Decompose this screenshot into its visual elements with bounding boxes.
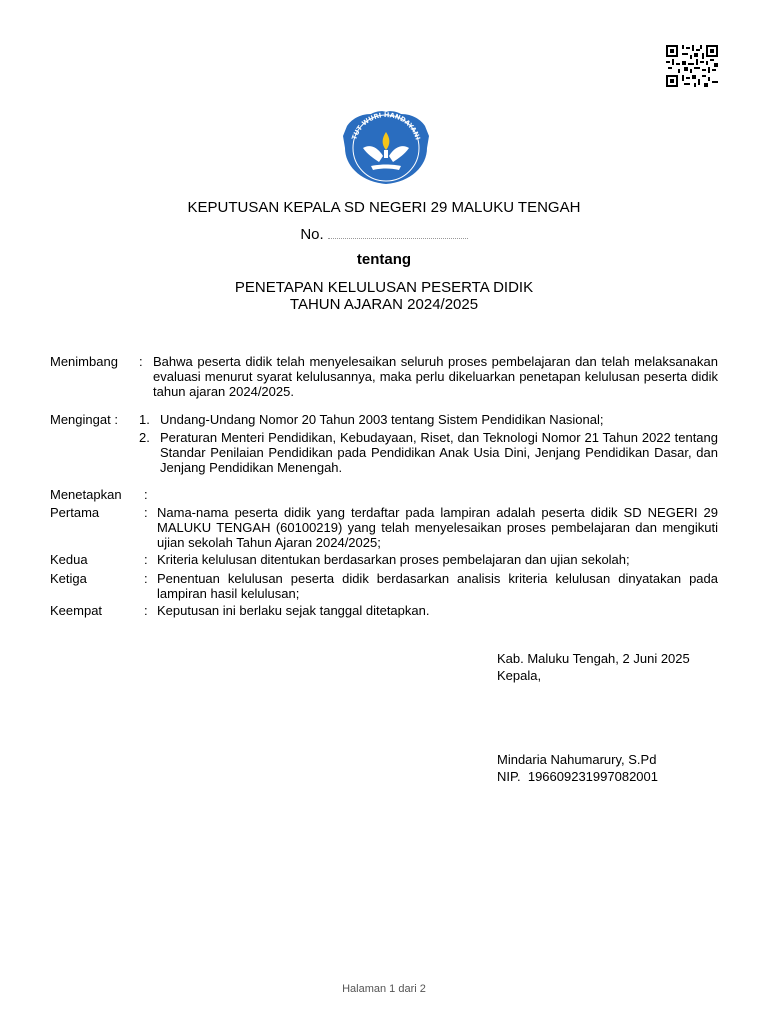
menetapkan-label: Menetapkan [50,487,122,502]
kedua-label: Kedua [50,552,88,567]
keempat-colon: : [144,603,148,618]
mengingat-item-1-number: 1. [139,412,150,427]
menimbang-colon: : [139,354,143,369]
mengingat-item-2-text: Peraturan Menteri Pendidikan, Kebudayaan, Riset, dan Teknologi Nomor 21 Tahun 2022 tentang Standar Penilaian Pendidikan pada Pendidikan Anak Usia Dini, Jenjang Pendidikan Dasar, dan Jenjang Pendidikan Menengah. [160,430,718,475]
document-title: KEPUTUSAN KEPALA SD NEGERI 29 MALUKU TENGAH [187,199,581,216]
kedua-section [50,552,718,568]
mengingat-item-1-text: Undang-Undang Nomor 20 Tahun 2003 tentang Sistem Pendidikan Nasional; [160,412,604,427]
tentang-label: tentang [356,251,412,268]
nip-label: NIP. [497,769,521,784]
keempat-label: Keempat [50,603,103,618]
menimbang-label: Menimbang [50,354,118,369]
number-blank [328,228,468,239]
ketiga-text: Penentuan kelulusan peserta didik berdasarkan analisis kriteria kelulusan dinyatakan pada lampiran hasil kelulusan; [157,571,718,601]
pertama-label: Pertama [50,505,100,520]
page-indicator: Halaman 1 dari 2 [342,983,426,995]
mengingat-label: Mengingat : [50,412,118,427]
document-subtitle [0,279,768,313]
pertama-text: Nama-nama peserta didik yang terdaftar pada lampiran adalah peserta didik SD NEGERI 29 MALUKU TENGAH (60100219) yang telah menyelesaikan proses pembelajaran dan mengikuti ujian sekolah Tahun Ajaran 2024/2025; [157,505,718,550]
tut-wuri-handayani-logo [341,110,431,186]
svg-text:TUT WURI HANDAYANI: TUT WURI HANDAYANI [350,110,422,141]
menimbang-section [50,354,718,402]
signature-position: Kepala, [497,668,542,683]
ketiga-label: Ketiga [50,571,87,586]
kedua-text: Kriteria kelulusan ditentukan berdasarkan proses pembelajaran dan ujian sekolah; [157,552,630,567]
kedua-colon: : [144,552,148,567]
signature-place-date: Kab. Maluku Tengah, 2 Juni 2025 [497,651,690,666]
menetapkan-colon: : [144,487,148,502]
mengingat-item-2-number: 2. [139,430,150,445]
number-label: No. [300,226,324,243]
qr-code [666,45,718,87]
subtitle-line-2: TAHUN AJARAN 2024/2025 [289,296,479,313]
keempat-section [50,603,718,619]
ketiga-colon: : [144,571,148,586]
menimbang-text: Bahwa peserta didik telah menyelesaikan seluruh proses pembelajaran dan telah melaksanakan evaluasi menurut syarat kelulusannya, maka perlu dikeluarkan penetapan kelulusan peserta didik tahun ajaran 2024/2025. [153,354,718,399]
keempat-text: Keputusan ini berlaku sejak tanggal ditetapkan. [157,603,430,618]
subtitle-line-1: PENETAPAN KELULUSAN PESERTA DIDIK [234,279,534,296]
signature-name: Mindaria Nahumarury, S.Pd [497,752,657,767]
signature-nip [497,768,658,785]
mengingat-section [50,412,718,478]
menetapkan-heading [50,487,718,503]
ketiga-section [50,571,718,603]
document-number-line [0,226,768,243]
pertama-section [50,505,718,553]
nip-value: 196609231997082001 [527,769,658,784]
pertama-colon: : [144,505,148,520]
